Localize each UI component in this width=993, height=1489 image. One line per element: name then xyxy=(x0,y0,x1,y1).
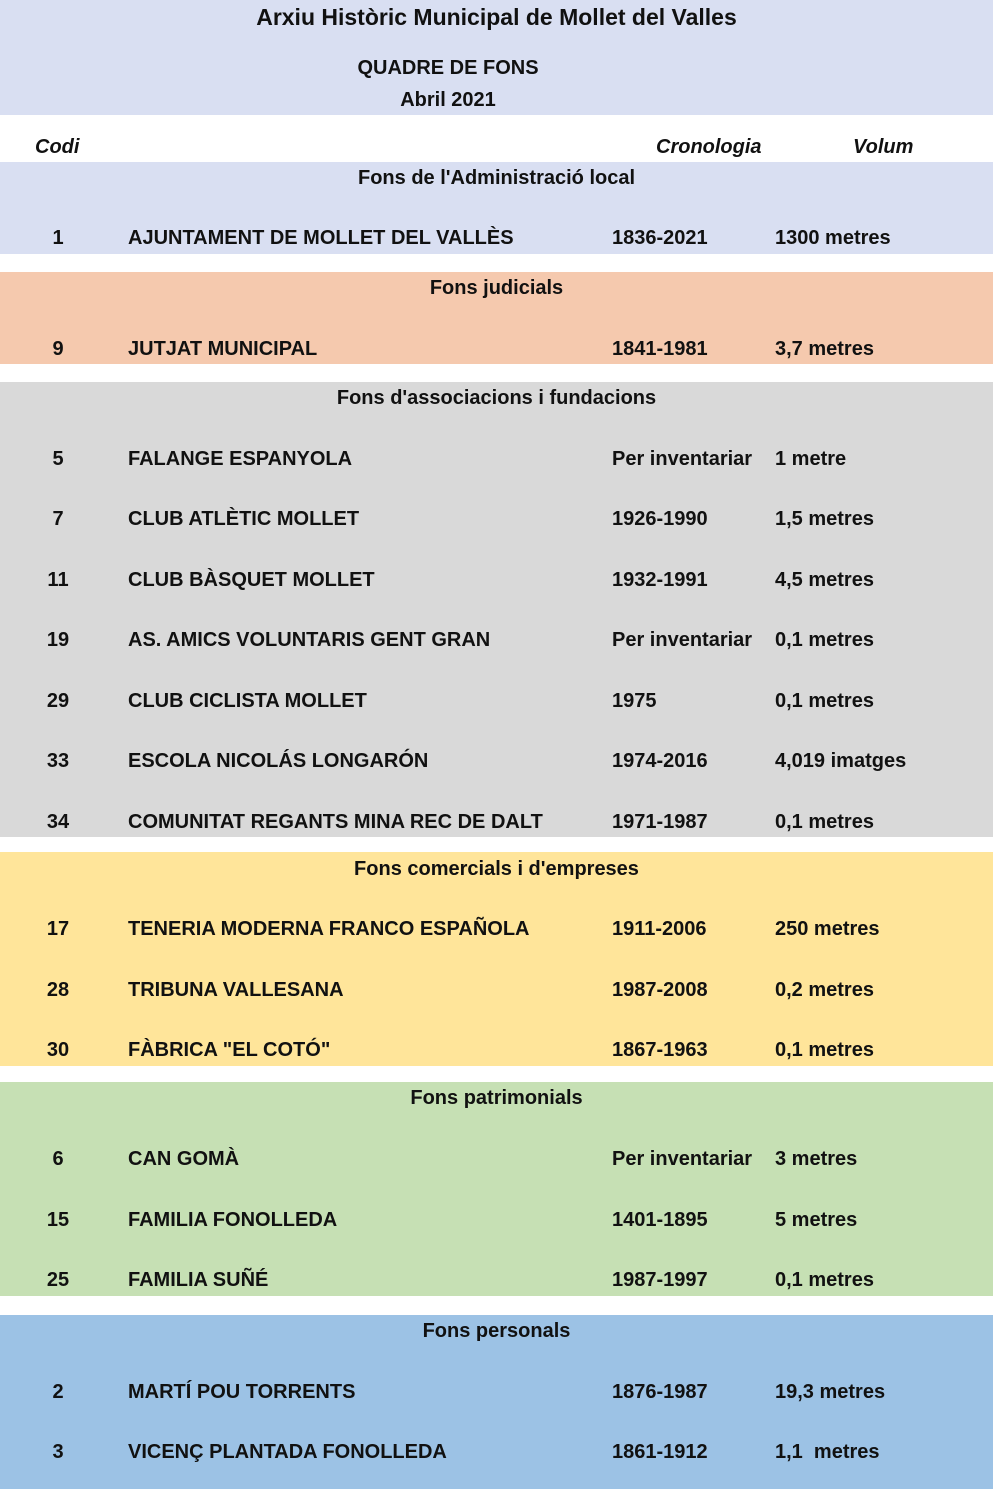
row-code: 1 xyxy=(52,227,64,249)
table-row xyxy=(0,625,993,655)
row-chronology: Per inventariar xyxy=(612,1148,753,1170)
column-header-code: Codi xyxy=(35,136,80,158)
row-code: 28 xyxy=(46,979,70,1001)
column-header-chronology: Cronologia xyxy=(656,136,762,158)
row-name: COMUNITAT REGANTS MINA REC DE DALT xyxy=(128,811,543,833)
row-volume: 5 metres xyxy=(775,1209,858,1231)
row-name: AS. AMICS VOLUNTARIS GENT GRAN xyxy=(128,629,491,651)
section-title: Fons comercials i d'empreses xyxy=(354,858,639,880)
row-name: FÀBRICA "EL COTÓ" xyxy=(128,1039,331,1061)
row-chronology: 1987-1997 xyxy=(612,1269,708,1291)
row-code: 2 xyxy=(52,1381,64,1403)
table-row xyxy=(0,1205,993,1235)
row-volume: 0,1 metres xyxy=(775,629,874,651)
row-name: ESCOLA NICOLÁS LONGARÓN xyxy=(128,750,429,772)
table-row xyxy=(0,1265,993,1295)
row-volume: 1 metre xyxy=(775,448,847,470)
row-volume: 0,2 metres xyxy=(775,979,874,1001)
section-title: Fons judicials xyxy=(429,277,564,299)
row-code: 33 xyxy=(46,750,70,772)
row-chronology: 1926-1990 xyxy=(612,508,708,530)
row-volume: 1,1 metres xyxy=(775,1441,880,1463)
row-chronology: 1861-1912 xyxy=(612,1441,708,1463)
section-title: Fons patrimonials xyxy=(410,1087,583,1109)
row-chronology: 1974-2016 xyxy=(612,750,708,772)
row-chronology: 1836-2021 xyxy=(612,227,708,249)
row-name: TRIBUNA VALLESANA xyxy=(128,979,344,1001)
row-chronology: 1876-1987 xyxy=(612,1381,708,1403)
page-title: Arxiu Històric Municipal de Mollet del Valles xyxy=(256,4,737,30)
row-volume: 1,5 metres xyxy=(775,508,874,530)
table-row xyxy=(0,975,993,1005)
row-name: CLUB CICLISTA MOLLET xyxy=(128,690,367,712)
row-chronology: Per inventariar xyxy=(612,448,753,470)
row-name: CLUB ATLÈTIC MOLLET xyxy=(128,508,360,530)
row-name: MARTÍ POU TORRENTS xyxy=(128,1381,356,1403)
row-code: 11 xyxy=(47,569,69,591)
row-volume: 19,3 metres xyxy=(775,1381,886,1403)
row-volume: 3,7 metres xyxy=(775,338,874,360)
row-chronology: 1911-2006 xyxy=(612,918,707,940)
table-row xyxy=(0,334,993,364)
row-name: FAMILIA FONOLLEDA xyxy=(128,1209,338,1231)
row-chronology: Per inventariar xyxy=(612,629,753,651)
row-volume: 0,1 metres xyxy=(775,690,874,712)
row-code: 7 xyxy=(52,508,64,530)
table-row xyxy=(0,1144,993,1174)
page-subtitle: QUADRE DE FONS xyxy=(357,57,539,79)
row-code: 29 xyxy=(46,690,70,712)
row-chronology: 1932-1991 xyxy=(612,569,708,591)
row-volume: 1300 metres xyxy=(775,227,891,249)
table-row xyxy=(0,914,993,944)
row-code: 30 xyxy=(46,1039,70,1061)
row-name: TENERIA MODERNA FRANCO ESPAÑOLA xyxy=(128,918,530,940)
table-row xyxy=(0,807,993,837)
table-row xyxy=(0,223,993,253)
row-volume: 4,5 metres xyxy=(775,569,874,591)
row-chronology: 1971-1987 xyxy=(612,811,708,833)
row-code: 17 xyxy=(46,918,70,940)
table-row xyxy=(0,1035,993,1065)
row-name: CAN GOMÀ xyxy=(128,1148,240,1170)
table-row xyxy=(0,746,993,776)
row-code: 19 xyxy=(46,629,70,651)
row-volume: 4,019 imatges xyxy=(775,750,907,772)
section-title: Fons personals xyxy=(422,1320,571,1342)
section-title: Fons d'associacions i fundacions xyxy=(336,387,657,409)
section-comercials-band xyxy=(0,852,993,1066)
column-header-volume: Volum xyxy=(853,136,914,158)
row-name: FAMILIA SUÑÉ xyxy=(128,1269,269,1291)
row-name: VICENÇ PLANTADA FONOLLEDA xyxy=(128,1441,447,1463)
row-code: 9 xyxy=(52,338,64,360)
row-volume: 0,1 metres xyxy=(775,811,874,833)
row-volume: 3 metres xyxy=(775,1148,858,1170)
table-row xyxy=(0,1377,993,1407)
page-date: Abril 2021 xyxy=(400,89,496,111)
row-code: 6 xyxy=(52,1148,64,1170)
table-row xyxy=(0,504,993,534)
section-title: Fons de l'Administració local xyxy=(357,167,636,189)
row-chronology: 1867-1963 xyxy=(612,1039,708,1061)
section-patrimonials-band xyxy=(0,1082,993,1296)
row-name: AJUNTAMENT DE MOLLET DEL VALLÈS xyxy=(128,227,514,249)
row-chronology: 1841-1981 xyxy=(612,338,708,360)
row-volume: 0,1 metres xyxy=(775,1039,874,1061)
row-name: FALANGE ESPANYOLA xyxy=(128,448,353,470)
row-code: 25 xyxy=(46,1269,70,1291)
row-code: 5 xyxy=(52,448,64,470)
table-row xyxy=(0,565,993,595)
row-chronology: 1987-2008 xyxy=(612,979,708,1001)
row-code: 3 xyxy=(52,1441,64,1463)
row-volume: 0,1 metres xyxy=(775,1269,874,1291)
table-row xyxy=(0,1437,993,1467)
row-code: 34 xyxy=(46,811,70,833)
row-chronology: 1975 xyxy=(612,690,657,712)
row-chronology: 1401-1895 xyxy=(612,1209,708,1231)
row-code: 15 xyxy=(46,1209,70,1231)
row-volume: 250 metres xyxy=(775,918,880,940)
table-row xyxy=(0,444,993,474)
table-row xyxy=(0,686,993,716)
row-name: CLUB BÀSQUET MOLLET xyxy=(128,569,375,591)
row-name: JUTJAT MUNICIPAL xyxy=(128,338,318,360)
